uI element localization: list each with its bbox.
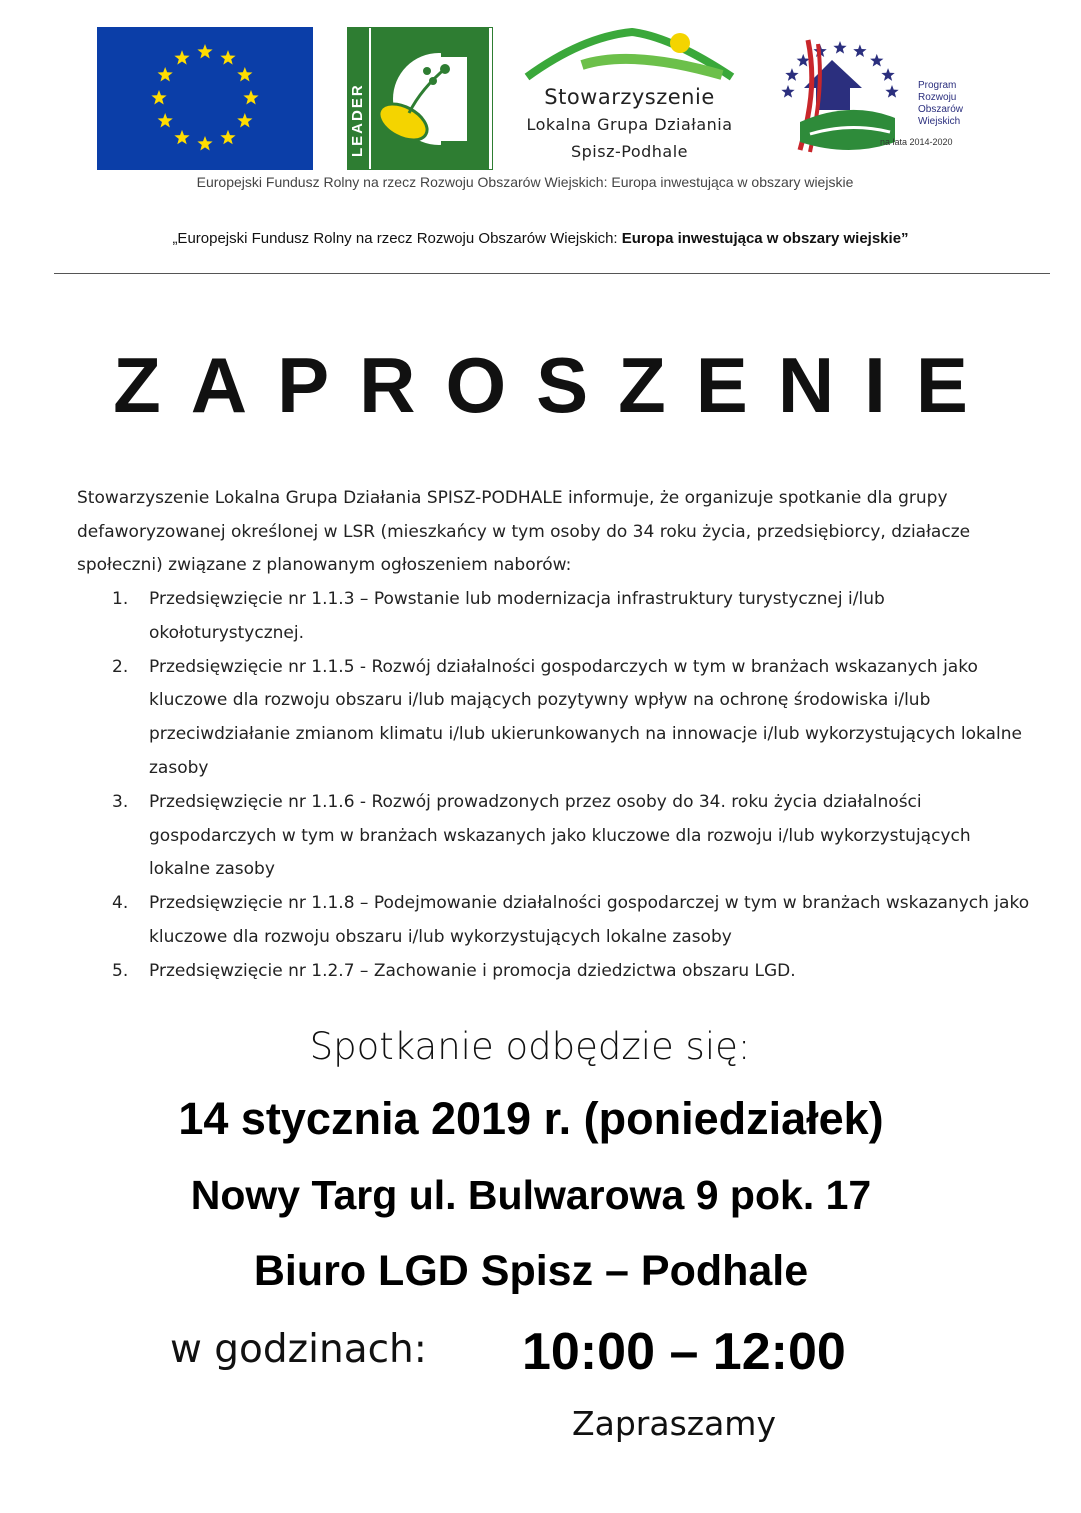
list-item (77, 651, 1037, 786)
list-item-number: 1. (112, 589, 129, 609)
eu-star-icon (151, 90, 166, 104)
eu-star-icon (220, 50, 235, 64)
prow-line3: Obszarów (918, 104, 964, 115)
eu-star-icon (197, 136, 212, 150)
meeting-office: Biuro LGD Spisz – Podhale (253, 1247, 809, 1295)
eu-stars-icon (97, 27, 313, 170)
list-item-number: 5. (112, 960, 129, 981)
list-item-number: 2. (112, 656, 129, 677)
page-title: ZAPROSZENIE (113, 341, 998, 429)
fund-caption: Europejski Fundusz Rolny na rzecz Rozwoju Obszarów Wiejskich: Europa inwestująca w obszary wiejskie (196, 174, 854, 190)
eu-flag-logo (97, 27, 313, 170)
eu-star-icon (220, 130, 235, 144)
prow-star-icon (881, 68, 894, 81)
lgd-logo (522, 27, 737, 170)
list-item (77, 786, 1037, 887)
eu-star-icon (237, 113, 252, 127)
list-item-number: 4. (112, 893, 129, 914)
intro-paragraph: Stowarzyszenie Lokalna Grupa Działania SPISZ-PODHALE informuje, że organizuje spotkanie dla grupy defaworyzowanej określonej w LSR (mieszkańcy w tym osoby do 34 roku życia, przedsiębiorcy, działacze społeczni) związane z planowanym ogłoszeniem naborów: (77, 488, 971, 575)
prow-star-icon (781, 85, 794, 98)
fund-quote-bold: Europa inwestująca w obszary wiejskie” (621, 230, 909, 247)
list-item-text: Przedsięwzięcie nr 1.1.8 – Podejmowanie działalności gospodarczej w tym w branżach wskazanych jako kluczowe dla rozwoju obszaru i/lub wykorzystujących lokalne zasoby (149, 893, 1030, 947)
prow-star-icon (833, 41, 846, 54)
invite-closing: Zapraszamy (572, 1404, 776, 1443)
meeting-date: 14 stycznia 2019 r. (poniedziałek) (178, 1093, 884, 1144)
prow-line1: Program (918, 80, 957, 91)
eu-star-icon (158, 113, 173, 127)
lgd-name-line1: Stowarzyszenie (544, 85, 715, 109)
list-item-number: 3. (112, 791, 129, 812)
meeting-address: Nowy Targ ul. Bulwarowa 9 pok. 17 (190, 1172, 872, 1218)
eu-star-icon (237, 67, 252, 81)
meeting-intro: Spotkanie odbędzie się: (309, 1025, 751, 1068)
eu-star-icon (158, 67, 173, 81)
prow-logo (770, 30, 985, 160)
prow-years: na lata 2014-2020 (880, 137, 953, 147)
prow-star-icon (885, 85, 898, 98)
header-divider (54, 273, 1050, 274)
prow-line2: Rozwoju (918, 92, 957, 103)
hours-label: w godzinach: (170, 1327, 427, 1372)
prow-star-icon (797, 54, 810, 67)
list-item-text: Przedsięwzięcie nr 1.2.7 – Zachowanie i promocja dziedzictwa obszaru LGD. (149, 960, 796, 981)
eu-star-icon (174, 50, 189, 64)
eu-star-icon (243, 90, 258, 104)
lgd-name-line3: Spisz-Podhale (570, 142, 689, 161)
leader-logo (347, 27, 493, 170)
list-item-text: Przedsięwzięcie nr 1.1.5 - Rozwój działalności gospodarczych w tym w branżach wskazanych jako kluczowe dla rozwoju obszaru i/lub mających pozytywny wpływ na ochronę środowiska i/lub przeciwdziałanie zmianom klimatu i/lub ukierunkowanych na innowacje i/lub wykorzystujących lokalne zasoby (149, 656, 1022, 778)
fund-quote-plain: „Europejski Fundusz Rolny na rzecz Rozwoju Obszarów Wiejskich: (172, 230, 622, 247)
list-item-text: Przedsięwzięcie nr 1.1.3 – Powstanie lub modernizacja infrastruktury turystycznej i/lub okołoturystycznej. (149, 589, 885, 643)
fund-quote (0, 230, 1081, 247)
list-item (77, 887, 1037, 955)
prow-star-icon (853, 44, 866, 57)
prow-star-icon (785, 68, 798, 81)
leader-text: LEADER (349, 83, 366, 157)
prow-star-icon (870, 54, 883, 67)
list-item-text: Przedsięwzięcie nr 1.1.6 - Rozwój prowadzonych przez osoby do 34. roku życia działalności gospodarczych w tym w branżach wskazanych jako kluczowe dla rozwoju i/lub wykorzystujących lokalne zasoby (149, 791, 971, 880)
lgd-name-line2: Lokalna Grupa Działania (526, 115, 733, 134)
undertakings-list (77, 583, 1037, 989)
eu-star-icon (174, 130, 189, 144)
list-item (77, 955, 1037, 989)
list-item (77, 583, 1037, 651)
prow-line4: Wiejskich (918, 116, 961, 127)
leader-emblem-icon (347, 27, 493, 170)
eu-star-icon (197, 44, 212, 58)
meeting-hours: 10:00 – 12:00 (522, 1323, 846, 1381)
